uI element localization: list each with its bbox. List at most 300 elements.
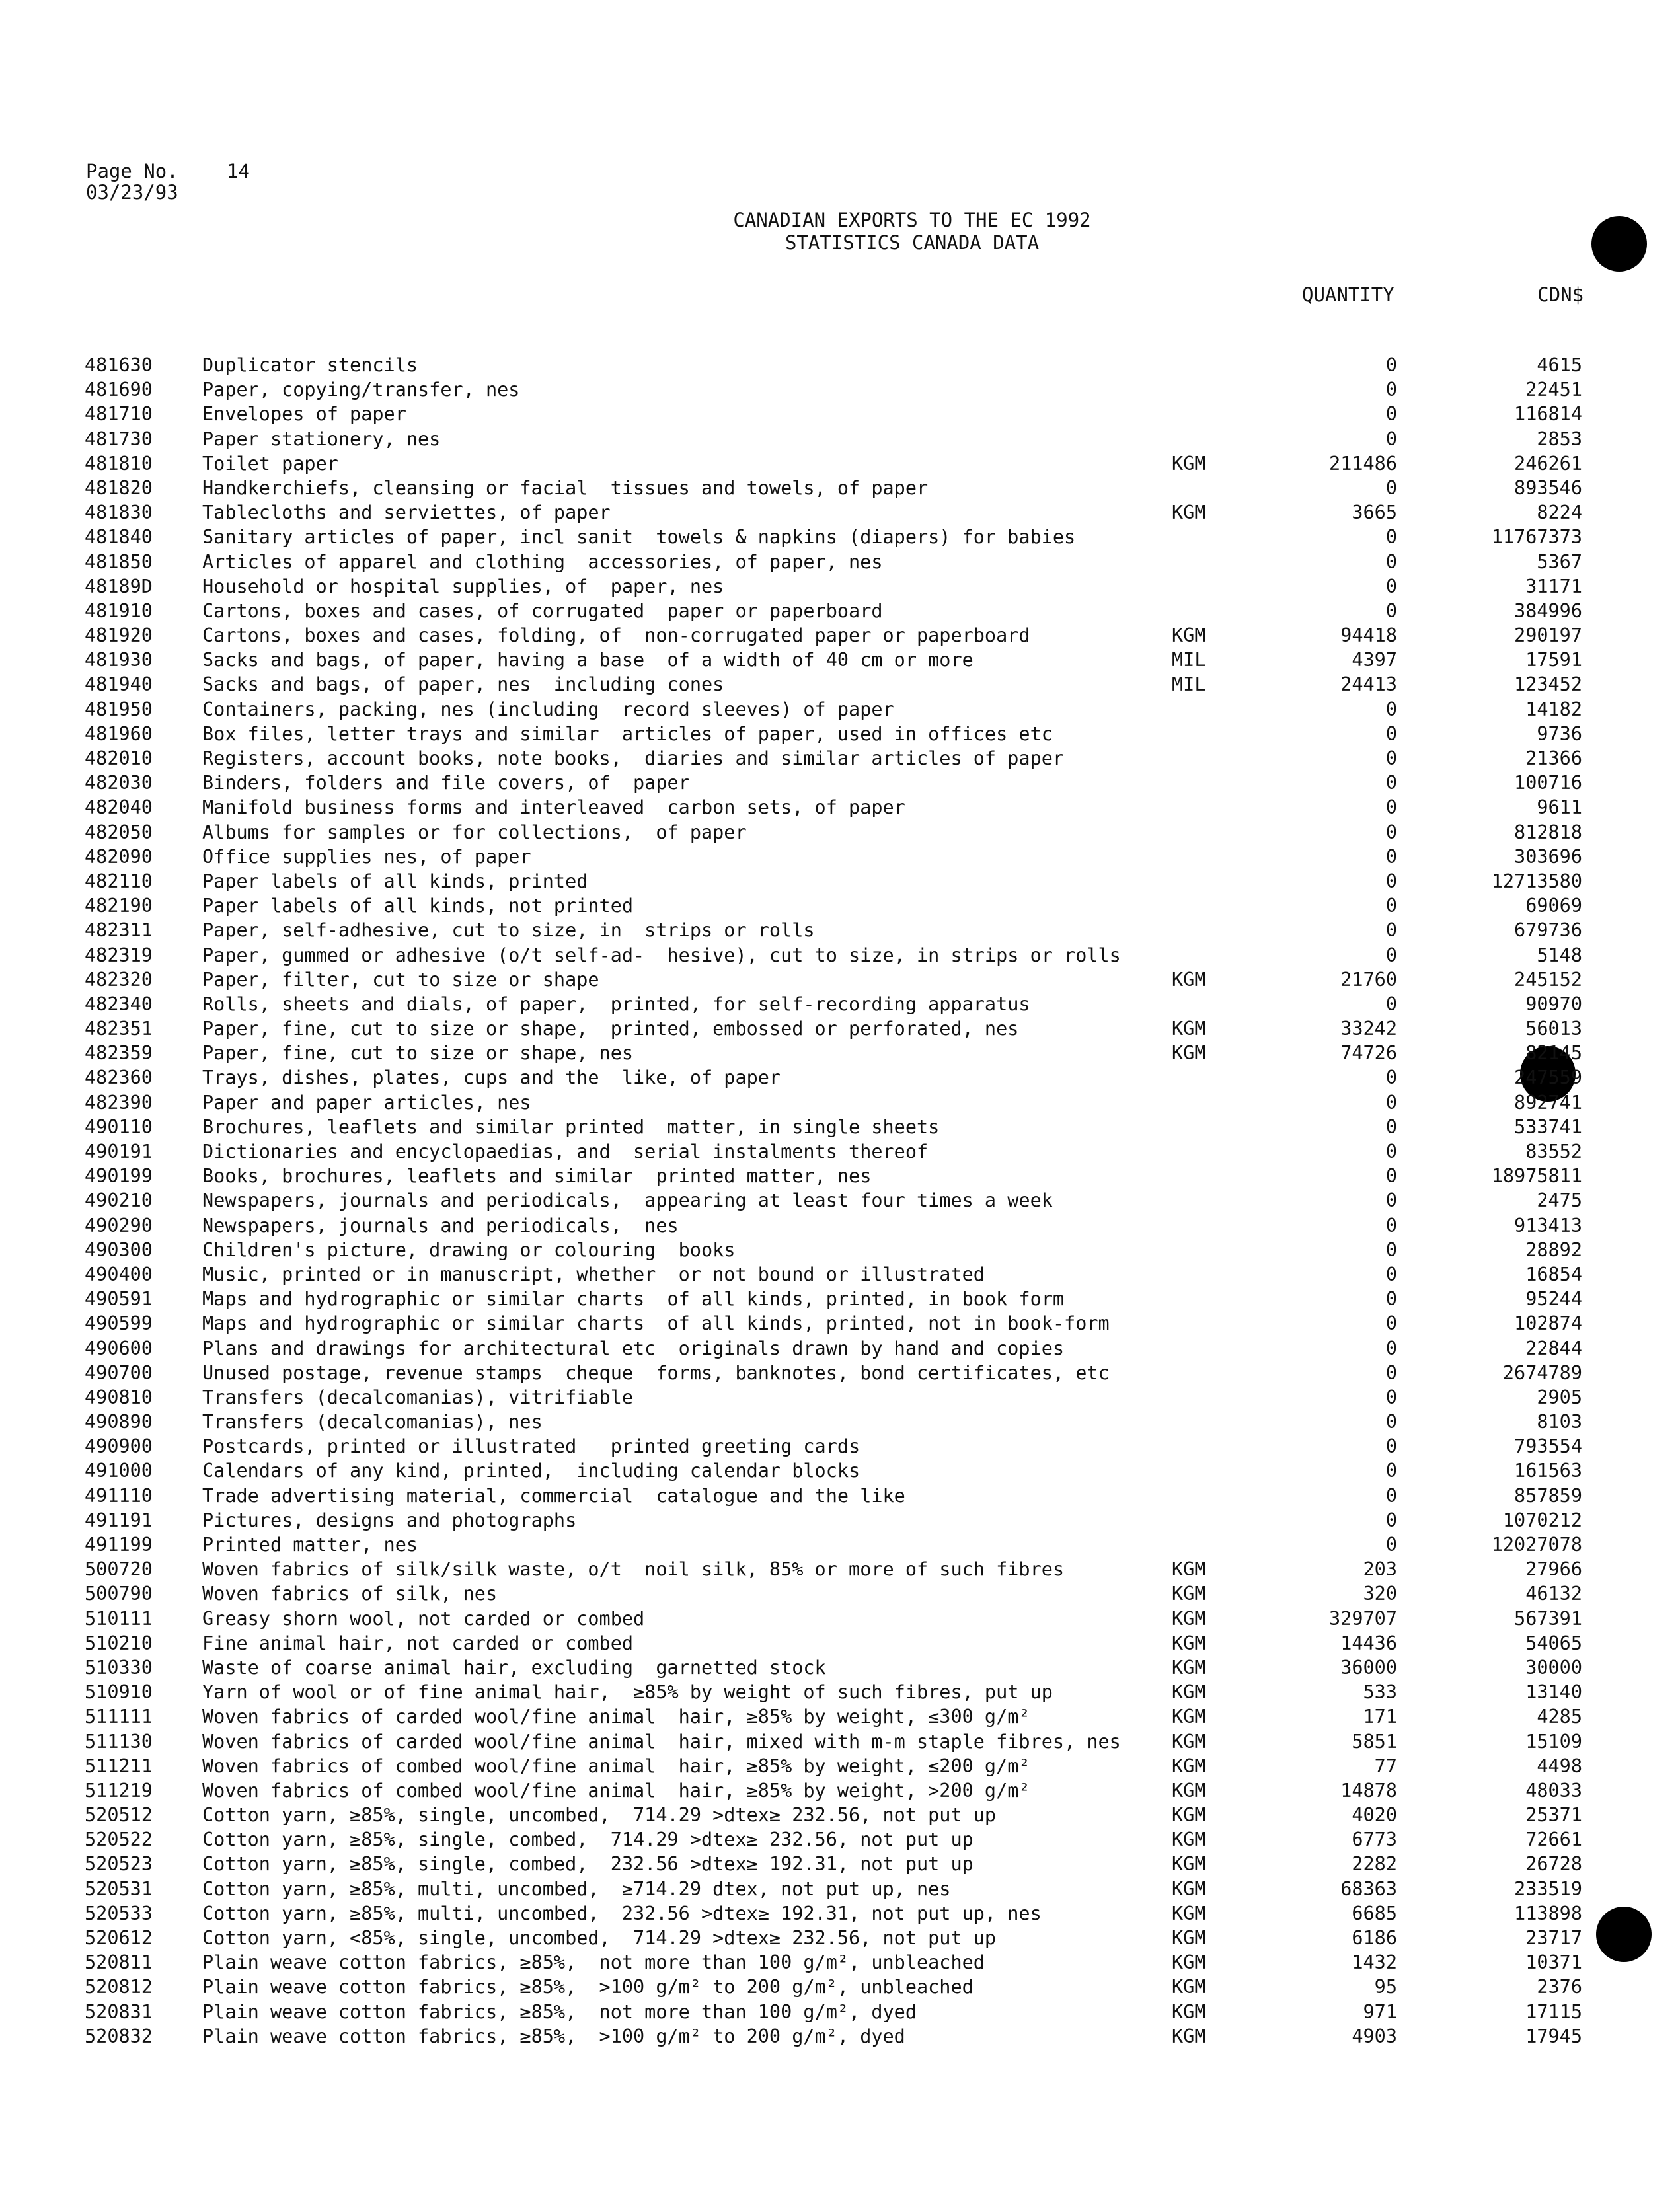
table-row [0, 2024, 1680, 2049]
commodity-description: Paper, fine, cut to size or shape, printed, embossed or perforated, nes [202, 1018, 1019, 1040]
cdn-value: 5148 [1537, 944, 1582, 966]
commodity-code: 482390 [85, 1091, 153, 1114]
quantity-value: 0 [1385, 870, 1397, 892]
unit-of-measure: KGM [1172, 1878, 1206, 1900]
cdn-value: 16854 [1525, 1263, 1582, 1285]
cdn-value: 17115 [1525, 2000, 1582, 2023]
cdn-value: 679736 [1514, 919, 1582, 942]
quantity-value: 0 [1385, 821, 1397, 843]
table-row [0, 1877, 1680, 1901]
quantity-value: 1432 [1352, 1952, 1397, 1974]
unit-of-measure: KGM [1172, 1902, 1206, 1924]
commodity-description: Box files, letter trays and similar articles of paper, used in offices etc [202, 722, 1053, 745]
commodity-description: Binders, folders and file covers, of paper [202, 772, 690, 794]
commodity-code: 482190 [85, 895, 153, 917]
commodity-code: 490210 [85, 1190, 153, 1212]
cdn-value: 246261 [1514, 452, 1582, 474]
cdn-value: 90970 [1525, 993, 1582, 1015]
unit-of-measure: MIL [1172, 673, 1206, 696]
commodity-code: 481690 [85, 379, 153, 401]
commodity-description: Paper, copying/transfer, nes [202, 379, 520, 401]
cdn-value: 31171 [1525, 575, 1582, 597]
table-row [0, 623, 1680, 648]
quantity-value: 0 [1385, 944, 1397, 966]
commodity-code: 482359 [85, 1042, 153, 1065]
commodity-code: 482010 [85, 747, 153, 769]
commodity-code: 510111 [85, 1607, 153, 1630]
table-row [0, 1041, 1680, 1065]
commodity-code: 490199 [85, 1165, 153, 1188]
commodity-description: Envelopes of paper [202, 403, 406, 426]
unit-of-measure: KGM [1172, 1632, 1206, 1654]
commodity-description: Books, brochures, leaflets and similar printed matter, nes [202, 1165, 872, 1188]
commodity-code: 481820 [85, 476, 153, 499]
unit-of-measure: KGM [1172, 1018, 1206, 1040]
commodity-description: Transfers (decalcomanias), nes [202, 1411, 543, 1433]
unit-of-measure: KGM [1172, 1952, 1206, 1974]
commodity-description: Woven fabrics of carded wool/fine animal hair, mixed with m-m staple fibres, nes [202, 1730, 1121, 1753]
commodity-code: 500720 [85, 1558, 153, 1581]
cdn-value: 161563 [1514, 1460, 1582, 1482]
cdn-value: 812818 [1514, 821, 1582, 843]
cdn-value: 11767373 [1491, 526, 1582, 549]
quantity-value: 0 [1385, 403, 1397, 426]
table-row [0, 893, 1680, 918]
column-header-quantity: QUANTITY [1302, 284, 1394, 306]
quantity-value: 0 [1385, 476, 1397, 499]
cdn-value: 27966 [1525, 1558, 1582, 1581]
commodity-description: Yarn of wool or of fine animal hair, ≥85% by weight of such fibres, put up [202, 1681, 1053, 1704]
commodity-code: 520533 [85, 1902, 153, 1924]
commodity-code: 520831 [85, 2000, 153, 2023]
commodity-code: 520811 [85, 1952, 153, 1974]
table-row [0, 1139, 1680, 1164]
cdn-value: 17945 [1525, 2025, 1582, 2047]
quantity-value: 0 [1385, 698, 1397, 720]
commodity-code: 520531 [85, 1878, 153, 1900]
commodity-description: Newspapers, journals and periodicals, nes [202, 1214, 679, 1236]
quantity-value: 0 [1385, 379, 1397, 401]
cdn-value: 9611 [1537, 796, 1582, 819]
commodity-description: Rolls, sheets and dials, of paper, printed, for self-recording apparatus [202, 993, 1030, 1015]
quantity-value: 0 [1385, 919, 1397, 942]
commodity-description: Waste of coarse animal hair, excluding garnetted stock [202, 1656, 826, 1679]
cdn-value: 13140 [1525, 1681, 1582, 1704]
table-row [0, 918, 1680, 942]
commodity-code: 481940 [85, 673, 153, 696]
cdn-value: 18975811 [1491, 1165, 1582, 1188]
cdn-value: 384996 [1514, 599, 1582, 622]
cdn-value: 4498 [1537, 1755, 1582, 1777]
table-row [0, 402, 1680, 426]
table-row [0, 1581, 1680, 1606]
commodity-code: 491191 [85, 1509, 153, 1531]
unit-of-measure: KGM [1172, 1607, 1206, 1630]
quantity-value: 533 [1363, 1681, 1397, 1704]
commodity-description: Brochures, leaflets and similar printed matter, in single sheets [202, 1116, 940, 1138]
table-row [0, 869, 1680, 893]
commodity-description: Paper labels of all kinds, printed [202, 870, 588, 892]
commodity-code: 520832 [85, 2025, 153, 2047]
cdn-value: 48033 [1525, 1779, 1582, 1802]
table-row [0, 1361, 1680, 1385]
commodity-code: 481920 [85, 625, 153, 647]
commodity-description: Containers, packing, nes (including record sleeves) of paper [202, 698, 894, 720]
unit-of-measure: KGM [1172, 968, 1206, 991]
cdn-value: 123452 [1514, 673, 1582, 696]
table-row [0, 1729, 1680, 1754]
export-table [0, 353, 1680, 2049]
quantity-value: 4020 [1352, 1804, 1397, 1827]
cdn-value: 913413 [1514, 1214, 1582, 1236]
quantity-value: 0 [1385, 1361, 1397, 1384]
commodity-code: 482050 [85, 821, 153, 843]
commodity-description: Cotton yarn, ≥85%, multi, uncombed, 232.56 >dtex≥ 192.31, not put up, nes [202, 1902, 1042, 1924]
cdn-value: 22844 [1525, 1337, 1582, 1359]
quantity-value: 0 [1385, 747, 1397, 769]
table-row [0, 1484, 1680, 1508]
commodity-description: Office supplies nes, of paper [202, 845, 531, 868]
table-row [0, 1238, 1680, 1262]
commodity-description: Duplicator stencils [202, 354, 418, 376]
punch-hole [1591, 216, 1647, 272]
unit-of-measure: KGM [1172, 1656, 1206, 1679]
commodity-code: 490400 [85, 1263, 153, 1285]
commodity-code: 520812 [85, 1976, 153, 1998]
cdn-value: 290197 [1514, 625, 1582, 647]
table-row [0, 967, 1680, 992]
quantity-value: 0 [1385, 1337, 1397, 1359]
cdn-value: 9736 [1537, 722, 1582, 745]
commodity-code: 482110 [85, 870, 153, 892]
commodity-description: Cartons, boxes and cases, folding, of non-corrugated paper or paperboard [202, 625, 1030, 647]
commodity-code: 481630 [85, 354, 153, 376]
table-row [0, 1090, 1680, 1115]
commodity-description: Paper labels of all kinds, not printed [202, 895, 634, 917]
table-row [0, 1188, 1680, 1213]
quantity-value: 0 [1385, 1534, 1397, 1556]
cdn-value: 793554 [1514, 1435, 1582, 1458]
commodity-code: 490191 [85, 1141, 153, 1162]
table-row [0, 1459, 1680, 1483]
cdn-value: 116814 [1514, 403, 1582, 426]
unit-of-measure: KGM [1172, 2000, 1206, 2023]
commodity-description: Paper, fine, cut to size or shape, nes [202, 1042, 634, 1065]
table-row [0, 1631, 1680, 1655]
commodity-description: Postcards, printed or illustrated printed greeting cards [202, 1435, 860, 1458]
table-row [0, 820, 1680, 845]
quantity-value: 3665 [1352, 502, 1397, 524]
cdn-value: 113898 [1514, 1902, 1582, 1924]
quantity-value: 0 [1385, 526, 1397, 549]
cdn-value: 21366 [1525, 747, 1582, 769]
commodity-code: 482320 [85, 968, 153, 991]
unit-of-measure: KGM [1172, 1558, 1206, 1581]
quantity-value: 0 [1385, 1165, 1397, 1188]
table-row [0, 1508, 1680, 1533]
cdn-value: 10371 [1525, 1952, 1582, 1974]
table-row [0, 1901, 1680, 1926]
column-header-value: CDN$ [1537, 284, 1584, 306]
cdn-value: 28892 [1525, 1238, 1582, 1261]
quantity-value: 68363 [1340, 1878, 1397, 1900]
table-row [0, 1287, 1680, 1311]
unit-of-measure: KGM [1172, 1804, 1206, 1827]
commodity-description: Plain weave cotton fabrics, ≥85%, >100 g/m² to 200 g/m², unbleached [202, 1976, 974, 1998]
commodity-code: 510910 [85, 1681, 153, 1704]
cdn-value: 12027078 [1491, 1534, 1582, 1556]
table-row [0, 697, 1680, 722]
commodity-description: Woven fabrics of silk, nes [202, 1583, 498, 1605]
table-row [0, 1557, 1680, 1581]
unit-of-measure: KGM [1172, 1755, 1206, 1777]
commodity-description: Handkerchiefs, cleansing or facial tissues and towels, of paper [202, 476, 929, 499]
commodity-code: 491199 [85, 1534, 153, 1556]
table-row [0, 1164, 1680, 1188]
commodity-description: Maps and hydrographic or similar charts of all kinds, printed, not in book-form [202, 1312, 1110, 1335]
quantity-value: 971 [1363, 2000, 1397, 2023]
unit-of-measure: KGM [1172, 1927, 1206, 1949]
table-row [0, 943, 1680, 967]
unit-of-measure: KGM [1172, 1829, 1206, 1851]
quantity-value: 0 [1385, 428, 1397, 450]
quantity-value: 0 [1385, 550, 1397, 573]
cdn-value: 893546 [1514, 476, 1582, 499]
table-row [0, 722, 1680, 746]
commodity-code: 481950 [85, 698, 153, 720]
cdn-value: 82145 [1525, 1042, 1582, 1065]
quantity-value: 0 [1385, 354, 1397, 376]
commodity-code: 482351 [85, 1018, 153, 1040]
quantity-value: 329707 [1329, 1607, 1397, 1630]
cdn-value: 2674789 [1502, 1361, 1582, 1384]
quantity-value: 0 [1385, 722, 1397, 745]
commodity-code: 482090 [85, 845, 153, 868]
table-row [0, 1704, 1680, 1729]
cdn-value: 892741 [1514, 1091, 1582, 1114]
table-row [0, 500, 1680, 525]
commodity-description: Printed matter, nes [202, 1534, 418, 1556]
quantity-value: 0 [1385, 796, 1397, 819]
unit-of-measure: KGM [1172, 1583, 1206, 1605]
commodity-code: 490810 [85, 1386, 153, 1408]
commodity-code: 481930 [85, 649, 153, 671]
commodity-code: 490110 [85, 1116, 153, 1138]
table-row [0, 451, 1680, 476]
quantity-value: 0 [1385, 575, 1397, 597]
commodity-description: Greasy shorn wool, not carded or combed [202, 1607, 645, 1630]
table-row [0, 353, 1680, 377]
commodity-code: 490700 [85, 1361, 153, 1384]
table-row [0, 525, 1680, 549]
commodity-code: 491110 [85, 1484, 153, 1507]
commodity-description: Articles of apparel and clothing accessories, of paper, nes [202, 550, 883, 573]
commodity-description: Woven fabrics of silk/silk waste, o/t noil silk, 85% or more of such fibres [202, 1558, 1065, 1581]
page-number: 14 [227, 160, 250, 182]
commodity-code: 500790 [85, 1583, 153, 1605]
quantity-value: 0 [1385, 1288, 1397, 1310]
quantity-value: 0 [1385, 1141, 1397, 1162]
unit-of-measure: KGM [1172, 1706, 1206, 1728]
unit-of-measure: KGM [1172, 502, 1206, 524]
cdn-value: 26728 [1525, 1853, 1582, 1876]
table-row [0, 992, 1680, 1016]
commodity-code: 491000 [85, 1460, 153, 1482]
quantity-value: 0 [1385, 1116, 1397, 1138]
table-row [0, 1680, 1680, 1704]
cdn-value: 14182 [1525, 698, 1582, 720]
table-row [0, 1336, 1680, 1361]
commodity-code: 481840 [85, 526, 153, 549]
commodity-code: 482319 [85, 944, 153, 966]
quantity-value: 320 [1363, 1583, 1397, 1605]
commodity-description: Woven fabrics of combed wool/fine animal hair, ≥85% by weight, ≤200 g/m² [202, 1755, 1030, 1777]
quantity-value: 0 [1385, 845, 1397, 868]
cdn-value: 23717 [1525, 1927, 1582, 1949]
commodity-code: 490591 [85, 1288, 153, 1310]
quantity-value: 0 [1385, 1067, 1397, 1089]
quantity-value: 6186 [1352, 1927, 1397, 1949]
commodity-code: 511130 [85, 1730, 153, 1753]
commodity-code: 510330 [85, 1656, 153, 1679]
commodity-description: Cotton yarn, ≥85%, single, combed, 714.29 >dtex≥ 232.56, not put up [202, 1829, 974, 1851]
quantity-value: 6773 [1352, 1829, 1397, 1851]
report-subtitle: STATISTICS CANADA DATA [784, 231, 1040, 254]
cdn-value: 2376 [1537, 1976, 1582, 1998]
unit-of-measure: KGM [1172, 1779, 1206, 1802]
commodity-description: Plain weave cotton fabrics, ≥85%, >100 g/m² to 200 g/m², dyed [202, 2025, 905, 2047]
quantity-value: 0 [1385, 1484, 1397, 1507]
cdn-value: 4285 [1537, 1706, 1582, 1728]
quantity-value: 0 [1385, 1091, 1397, 1114]
quantity-value: 0 [1385, 599, 1397, 622]
cdn-value: 100716 [1514, 772, 1582, 794]
commodity-description: Transfers (decalcomanias), vitrifiable [202, 1386, 634, 1408]
table-row [0, 1975, 1680, 1999]
table-row [0, 1778, 1680, 1803]
commodity-code: 482360 [85, 1067, 153, 1089]
cdn-value: 95244 [1525, 1288, 1582, 1310]
table-row [0, 1827, 1680, 1852]
cdn-value: 83552 [1525, 1141, 1582, 1162]
quantity-value: 0 [1385, 1238, 1397, 1261]
quantity-value: 4397 [1352, 649, 1397, 671]
commodity-description: Plain weave cotton fabrics, ≥85%, not more than 100 g/m², unbleached [202, 1952, 985, 1974]
unit-of-measure: KGM [1172, 1730, 1206, 1753]
commodity-code: 482030 [85, 772, 153, 794]
table-row [0, 771, 1680, 795]
commodity-code: 490890 [85, 1411, 153, 1433]
cdn-value: 46132 [1525, 1583, 1582, 1605]
commodity-description: Unused postage, revenue stamps cheque forms, banknotes, bond certificates, etc [202, 1361, 1110, 1384]
table-row [0, 1926, 1680, 1950]
cdn-value: 102874 [1514, 1312, 1582, 1335]
cdn-value: 56013 [1525, 1018, 1582, 1040]
commodity-description: Plans and drawings for architectural etc originals drawn by hand and copies [202, 1337, 1065, 1359]
cdn-value: 15109 [1525, 1730, 1582, 1753]
commodity-code: 481850 [85, 550, 153, 573]
commodity-description: Household or hospital supplies, of paper, nes [202, 575, 724, 597]
table-row [0, 1950, 1680, 1975]
table-row [0, 1065, 1680, 1090]
commodity-description: Dictionaries and encyclopaedias, and serial instalments thereof [202, 1141, 929, 1162]
table-row [0, 1262, 1680, 1287]
table-row [0, 746, 1680, 771]
table-row [0, 795, 1680, 819]
commodity-code: 511111 [85, 1706, 153, 1728]
commodity-description: Newspapers, journals and periodicals, appearing at least four times a week [202, 1190, 1053, 1212]
commodity-code: 481960 [85, 722, 153, 745]
cdn-value: 4615 [1537, 354, 1582, 376]
cdn-value: 2475 [1537, 1190, 1582, 1212]
commodity-code: 511219 [85, 1779, 153, 1802]
commodity-description: Paper, self-adhesive, cut to size, in strips or rolls [202, 919, 815, 942]
commodity-description: Maps and hydrographic or similar charts of all kinds, printed, in book form [202, 1288, 1065, 1310]
unit-of-measure: KGM [1172, 1853, 1206, 1876]
commodity-description: Music, printed or in manuscript, whether or not bound or illustrated [202, 1263, 985, 1285]
commodity-code: 520612 [85, 1927, 153, 1949]
quantity-value: 4903 [1352, 2025, 1397, 2047]
commodity-code: 490290 [85, 1214, 153, 1236]
quantity-value: 77 [1374, 1755, 1397, 1777]
quantity-value: 0 [1385, 1312, 1397, 1335]
quantity-value: 95 [1374, 1976, 1397, 1998]
unit-of-measure: KGM [1172, 1681, 1206, 1704]
commodity-description: Sacks and bags, of paper, having a base of a width of 40 cm or more [202, 649, 974, 671]
commodity-description: Tablecloths and serviettes, of paper [202, 502, 611, 524]
quantity-value: 33242 [1340, 1018, 1397, 1040]
quantity-value: 0 [1385, 1411, 1397, 1433]
table-row [0, 550, 1680, 574]
quantity-value: 171 [1363, 1706, 1397, 1728]
cdn-value: 303696 [1514, 845, 1582, 868]
table-row [0, 1803, 1680, 1827]
commodity-description: Cotton yarn, <85%, single, uncombed, 714.29 >dtex≥ 232.56, not put up [202, 1927, 997, 1949]
cdn-value: 12713580 [1491, 870, 1582, 892]
commodity-code: 490300 [85, 1238, 153, 1261]
unit-of-measure: MIL [1172, 649, 1206, 671]
commodity-description: Cotton yarn, ≥85%, single, combed, 232.56 >dtex≥ 192.31, not put up [202, 1853, 974, 1876]
commodity-code: 520522 [85, 1829, 153, 1851]
unit-of-measure: KGM [1172, 1042, 1206, 1065]
commodity-description: Registers, account books, note books, diaries and similar articles of paper [202, 747, 1065, 769]
table-row [0, 1213, 1680, 1238]
quantity-value: 0 [1385, 772, 1397, 794]
table-row [0, 1655, 1680, 1680]
table-row [0, 2000, 1680, 2024]
commodity-description: Woven fabrics of carded wool/fine animal hair, ≥85% by weight, ≤300 g/m² [202, 1706, 1030, 1728]
commodity-description: Fine animal hair, not carded or combed [202, 1632, 634, 1654]
table-row [0, 1533, 1680, 1557]
report-title: CANADIAN EXPORTS TO THE EC 1992 [733, 209, 1091, 231]
commodity-description: Trade advertising material, commercial catalogue and the like [202, 1484, 905, 1507]
commodity-code: 481710 [85, 403, 153, 426]
table-row [0, 1115, 1680, 1139]
commodity-description: Trays, dishes, plates, cups and the like, of paper [202, 1067, 781, 1089]
cdn-value: 2853 [1537, 428, 1582, 450]
cdn-value: 8103 [1537, 1411, 1582, 1433]
quantity-value: 0 [1385, 993, 1397, 1015]
table-row [0, 427, 1680, 451]
cdn-value: 567391 [1514, 1607, 1582, 1630]
commodity-code: 481830 [85, 502, 153, 524]
report-date: 03/23/93 [86, 181, 178, 204]
table-row [0, 377, 1680, 402]
quantity-value: 94418 [1340, 625, 1397, 647]
unit-of-measure: KGM [1172, 625, 1206, 647]
commodity-description: Manifold business forms and interleaved carbon sets, of paper [202, 796, 905, 819]
commodity-description: Woven fabrics of combed wool/fine animal hair, ≥85% by weight, >200 g/m² [202, 1779, 1030, 1802]
